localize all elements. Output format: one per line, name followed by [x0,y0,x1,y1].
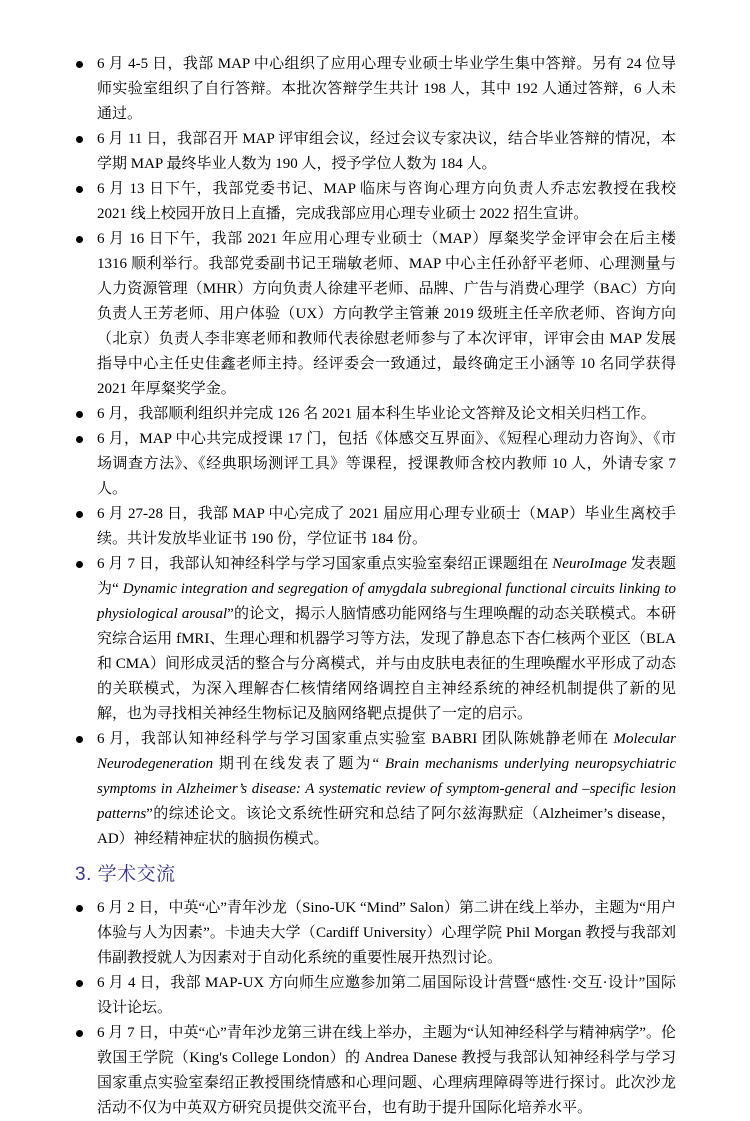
bullet-dot-icon [76,511,83,518]
bullet-text [97,127,676,177]
text-segment: 6 月，我部认知神经科学与学习国家重点实验室 BABRI 团队陈姚静老师在 [97,731,614,747]
section-3-bullet-list [75,896,676,1121]
text-segment: 6 月 13 日下午，我部党委书记、MAP 临床与咨询心理方向负责人乔志宏教授在我校 2021 线上校园开放日上直播，完成我部应用心理专业硕士 2022 招生宣讲。 [97,181,676,222]
list-item [75,427,676,502]
text-segment: 6 月 4 日，我部 MAP-UX 方向师生应邀参加第二届国际设计营暨“感性·交互·设计”国际设计论坛。 [97,975,676,1016]
bullet-text [97,552,676,727]
list-item [75,177,676,227]
bullet-dot-icon [76,236,83,243]
section-2-bullet-list [75,52,676,852]
bullet-dot-icon [76,411,83,418]
list-item [75,971,676,1021]
italic-text-segment: Brain mechanisms underlying neuropsychiatric symptoms in Alzheimer’s disease: A systematic review of symptom-general and –specific lesion patterns [97,756,676,822]
text-segment: 6 月 4-5 日，我部 MAP 中心组织了应用心理专业硕士毕业学生集中答辩。另有 24 位导师实验室组织了自行答辩。本批次答辩学生共计 198 人，其中 192 人通过答辩，6 人未通过。 [97,56,676,122]
italic-text-segment: Molecular Neurodegeneration [97,731,676,772]
bullet-text [97,427,676,502]
italic-text-segment: Dynamic integration and segregation of amygdala subregional functional circuits linking to physiological arousal [97,581,676,622]
bullet-dot-icon [76,61,83,68]
list-item [75,552,676,727]
bullet-text [97,52,676,127]
bullet-dot-icon [76,980,83,987]
text-segment: 6 月 11 日，我部召开 MAP 评审组会议，经过会议专家决议，结合毕业答辩的情况，本学期 MAP 最终毕业人数为 190 人，授予学位人数为 184 人。 [97,131,676,172]
bullet-dot-icon [76,561,83,568]
list-item [75,502,676,552]
list-item [75,402,676,427]
text-segment: 6 月 7 日，我部认知神经科学与学习国家重点实验室秦绍正课题组在 [97,556,553,572]
bullet-text [97,727,676,852]
text-segment: ”的综述论文。该论文系统性研究和总结了阿尔兹海默症（Alzheimer’s disease，AD）神经精神症状的脑损伤模式。 [97,806,676,847]
text-segment: 6 月 16 日下午，我部 2021 年应用心理专业硕士（MAP）厚粲奖学金评审会在后主楼 1316 顺利举行。我部党委副书记王瑞敏老师、MAP 中心主任孙舒平老师、心理测量与人力资源管理（MHR）方向负责人徐建平老师、品牌、广告与消费心理学（BAC）方向负责人王芳老师、用户体验（UX）方向教学主管兼 2019 级班主任辛欣老师、咨询方向（北京）负责人李非寒老师和教师代表徐慰老师参与了本次评审，评审会由 MAP 发展指导中心主任史佳鑫老师主持。经评委会一致通过，最终确定王小涵等 10 名同学获得 2021 年厚粲奖学金。 [97,231,676,397]
text-segment: 6 月，MAP 中心共完成授课 17 门，包括《体感交互界面》、《短程心理动力咨询》、《市场调查方法》、《经典职场测评工具》等课程，授课教师含校内教师 10 人，外请专家 7 人。 [97,431,676,497]
bullet-dot-icon [76,905,83,912]
text-segment: 6 月，我部顺利组织并完成 126 名 2021 届本科生毕业论文答辩及论文相关归档工作。 [97,406,656,422]
bullet-text [97,1021,676,1121]
list-item [75,1021,676,1121]
section-heading: 3. 学术交流 [75,864,176,885]
list-item [75,52,676,127]
list-item [75,127,676,177]
text-segment: ”的论文，揭示人脑情感功能网络与生理唤醒的动态关联模式。本研究综合运用 fMRI、生理心理和机器学习等方法，发现了静息态下杏仁核两个亚区（BLA 和 CMA）间形成灵活的整合与分离模式，并与由皮肤电表征的生理唤醒水平形成了动态的关联模式，为深入理解杏仁核情绪网络调控自主神经系统的神经机制提供了新的见解，也为寻找相关神经生物标记及脑网络靶点提供了一定的启示。 [97,606,676,722]
bullet-dot-icon [76,136,83,143]
bullet-dot-icon [76,736,83,743]
list-item [75,896,676,971]
bullet-dot-icon [76,186,83,193]
italic-text-segment: NeuroImage [552,556,627,572]
text-segment: 发表题为“ [97,556,676,597]
bullet-text [97,227,676,402]
bullet-text [97,971,676,1021]
text-segment: 6 月 2 日，中英“心”青年沙龙（Sino-UK “Mind” Salon）第二讲在线上举办，主题为“用户体验与人为因素”。卡迪夫大学（Cardiff University）心理学院 Phil Morgan 教授与我部刘伟副教授就人为因素对于自动化系统的重要性展开热烈讨论。 [97,900,676,966]
bullet-text [97,502,676,552]
bullet-dot-icon [76,1030,83,1037]
bullet-text [97,177,676,227]
bullet-dot-icon [76,436,83,443]
bullet-text [97,896,676,971]
list-item [75,727,676,852]
text-segment: 期刊在线发表了题为“ [213,756,385,772]
bullet-text [97,402,676,427]
text-segment: 6 月 27-28 日，我部 MAP 中心完成了 2021 届应用心理专业硕士（MAP）毕业生离校手续。共计发放毕业证书 190 份，学位证书 184 份。 [97,506,676,547]
text-segment: 6 月 7 日，中英“心”青年沙龙第三讲在线上举办，主题为“认知神经科学与精神病学”。伦敦国王学院（King's College London）的 Andrea Danese 教授与我部认知神经科学与学习国家重点实验室秦绍正教授围绕情感和心理问题、心理病理障碍等进行探讨。此次沙龙活动不仅为中英双方研究员提供交流平台，也有助于提升国际化培养水平。 [97,1025,676,1116]
list-item [75,227,676,402]
